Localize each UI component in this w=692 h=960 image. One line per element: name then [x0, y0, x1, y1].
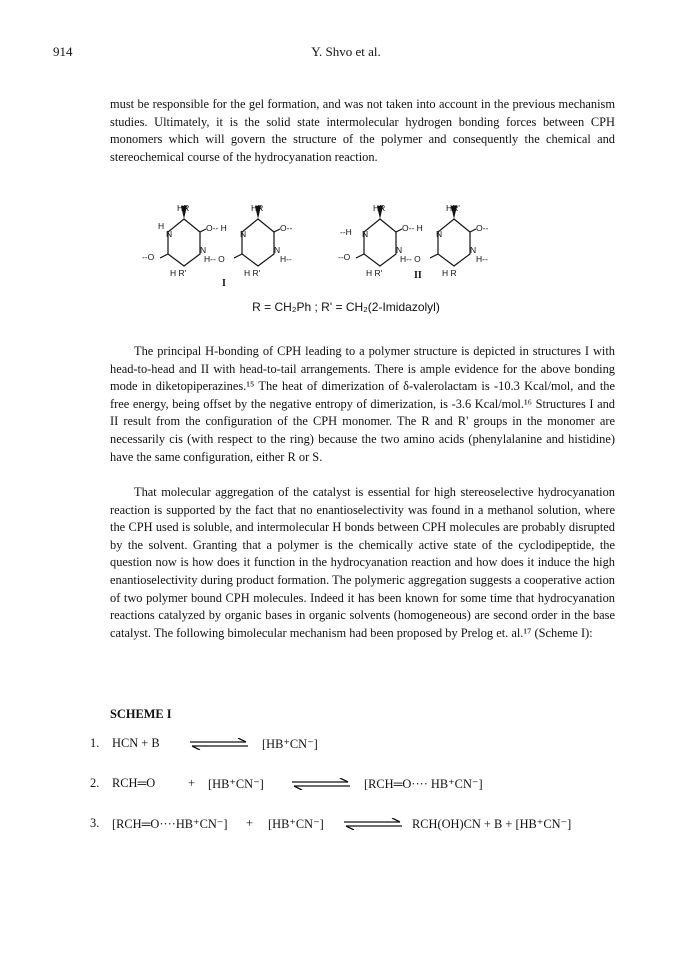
svg-text:H R': H R' [170, 268, 187, 278]
equilibrium-arrow-icon [290, 778, 352, 790]
equilibrium-arrow-icon [188, 738, 250, 750]
ring-left [160, 219, 206, 266]
ring-right [430, 219, 476, 266]
ring-right [234, 219, 280, 266]
substituent-definition: R = CH₂Ph ; R' = CH₂(2-Imidazolyl) [252, 300, 440, 314]
svg-text:N: N [470, 245, 477, 255]
reaction-products: RCH(OH)CN + B + [HB⁺CN⁻] [412, 817, 572, 831]
svg-text:H--: H-- [476, 254, 488, 264]
ring-left [356, 219, 402, 266]
svg-text:O-- H: O-- H [402, 223, 423, 233]
reaction-products: [HB⁺CN⁻] [262, 737, 318, 751]
svg-text:H R: H R [442, 268, 457, 278]
svg-text:N: N [274, 245, 281, 255]
reaction-reagent: [HB⁺CN⁻] [208, 777, 264, 791]
svg-text:--O: --O [338, 252, 351, 262]
reaction-reactants: RCH═O [112, 776, 156, 790]
reaction-products: [RCH═O···· HB⁺CN⁻] [364, 777, 483, 791]
svg-text:N: N [436, 229, 443, 239]
reaction-number: 1. [90, 736, 100, 750]
svg-text:N: N [166, 229, 173, 239]
svg-text:H R': H R' [244, 268, 261, 278]
structure-I-label: I [222, 278, 226, 286]
svg-text:HR': HR' [446, 204, 460, 213]
reaction-number: 3. [90, 816, 100, 830]
svg-text:N: N [200, 245, 207, 255]
svg-text:H--: H-- [280, 254, 292, 264]
structure-II-diagram [336, 204, 526, 286]
svg-text:H: H [158, 221, 165, 231]
reaction-number: 2. [90, 776, 100, 790]
running-head: Y. Shvo et al. [311, 44, 381, 59]
svg-text:N: N [240, 229, 247, 239]
paragraph-1: must be responsible for the gel formation, and was not taken into account in the previous mechanism studies. Ultimately, it is the solid state intermolecular hydrogen bonding forces between CPH monomers which will govern the structure of the polymer and consequently the chemical and stereochemical course of the hydrocyanation reaction. [110, 97, 615, 164]
svg-text:N: N [396, 245, 403, 255]
svg-text:H-- O: H-- O [204, 254, 225, 264]
svg-text:HR: HR [373, 204, 386, 213]
plus-sign: + [246, 816, 253, 830]
svg-text:O-- H: O-- H [206, 223, 227, 233]
svg-text:HR: HR [251, 204, 264, 213]
page-number: 914 [53, 44, 73, 59]
svg-text:H-- O: H-- O [400, 254, 421, 264]
svg-text:O--: O-- [476, 223, 489, 233]
reaction-reactants: [RCH═O····HB⁺CN⁻] [112, 817, 228, 831]
structure-I-diagram [140, 204, 330, 286]
reaction-reagent: [HB⁺CN⁻] [268, 817, 324, 831]
svg-text:O--: O-- [280, 223, 293, 233]
svg-text:HR: HR [177, 204, 190, 213]
svg-text:H R': H R' [366, 268, 383, 278]
svg-text:N: N [362, 229, 369, 239]
paragraph-2: The principal H-bonding of CPH leading to a polymer structure is depicted in structures I with head-to-head and II with head-to-tail arrangements. There is ample evidence for the above bonding mode in diketopiperazines.¹⁵ The heat of dimerization of δ-valerolactam is -10.3 Kcal/mol, and the free energy, being offset by the negative entropy of dimerization, is -3.6 Kcal/mol.¹⁶ Structures I and II result from the configuration of the CPH monomer. The R and R' groups in the monomer are necessarily cis (with respect to the ring) because the two amino acids (phenylalanine and histidine) have the same configuration, either R or S. [110, 344, 615, 464]
plus-sign: + [188, 776, 195, 790]
svg-text:--H: --H [340, 227, 352, 237]
equilibrium-arrow-icon [342, 818, 404, 830]
scheme-title: SCHEME I [110, 707, 172, 721]
reaction-reactants: HCN + B [112, 736, 160, 750]
structure-II-label: II [414, 270, 422, 281]
svg-text:--O: --O [142, 252, 155, 262]
paragraph-3: That molecular aggregation of the catalyst is essential for high stereoselective hydrocyanation reaction is supported by the fact that no enantioselectivity was found in a methanol solution, where the CPH used is soluble, and intermolecular H bonds between CPH molecules are probably disrupted by the solvent. Granting that a polymer is the chemically active state of the cyclodipeptide, the question now is how does it function in the hydrocyanation reaction and how does it induce the high enantioselectivity during product formation. The polymeric aggregation suggests a cooperative action of two polymer bound CPH molecules. Indeed it has been known for some time that hydrocyanation reactions catalyzed by organic bases in organic solvents (homogeneous) are second order in the base catalyst. The following bimolecular mechanism had been proposed by Prelog et. al.¹⁷ (Scheme I): [110, 485, 615, 640]
